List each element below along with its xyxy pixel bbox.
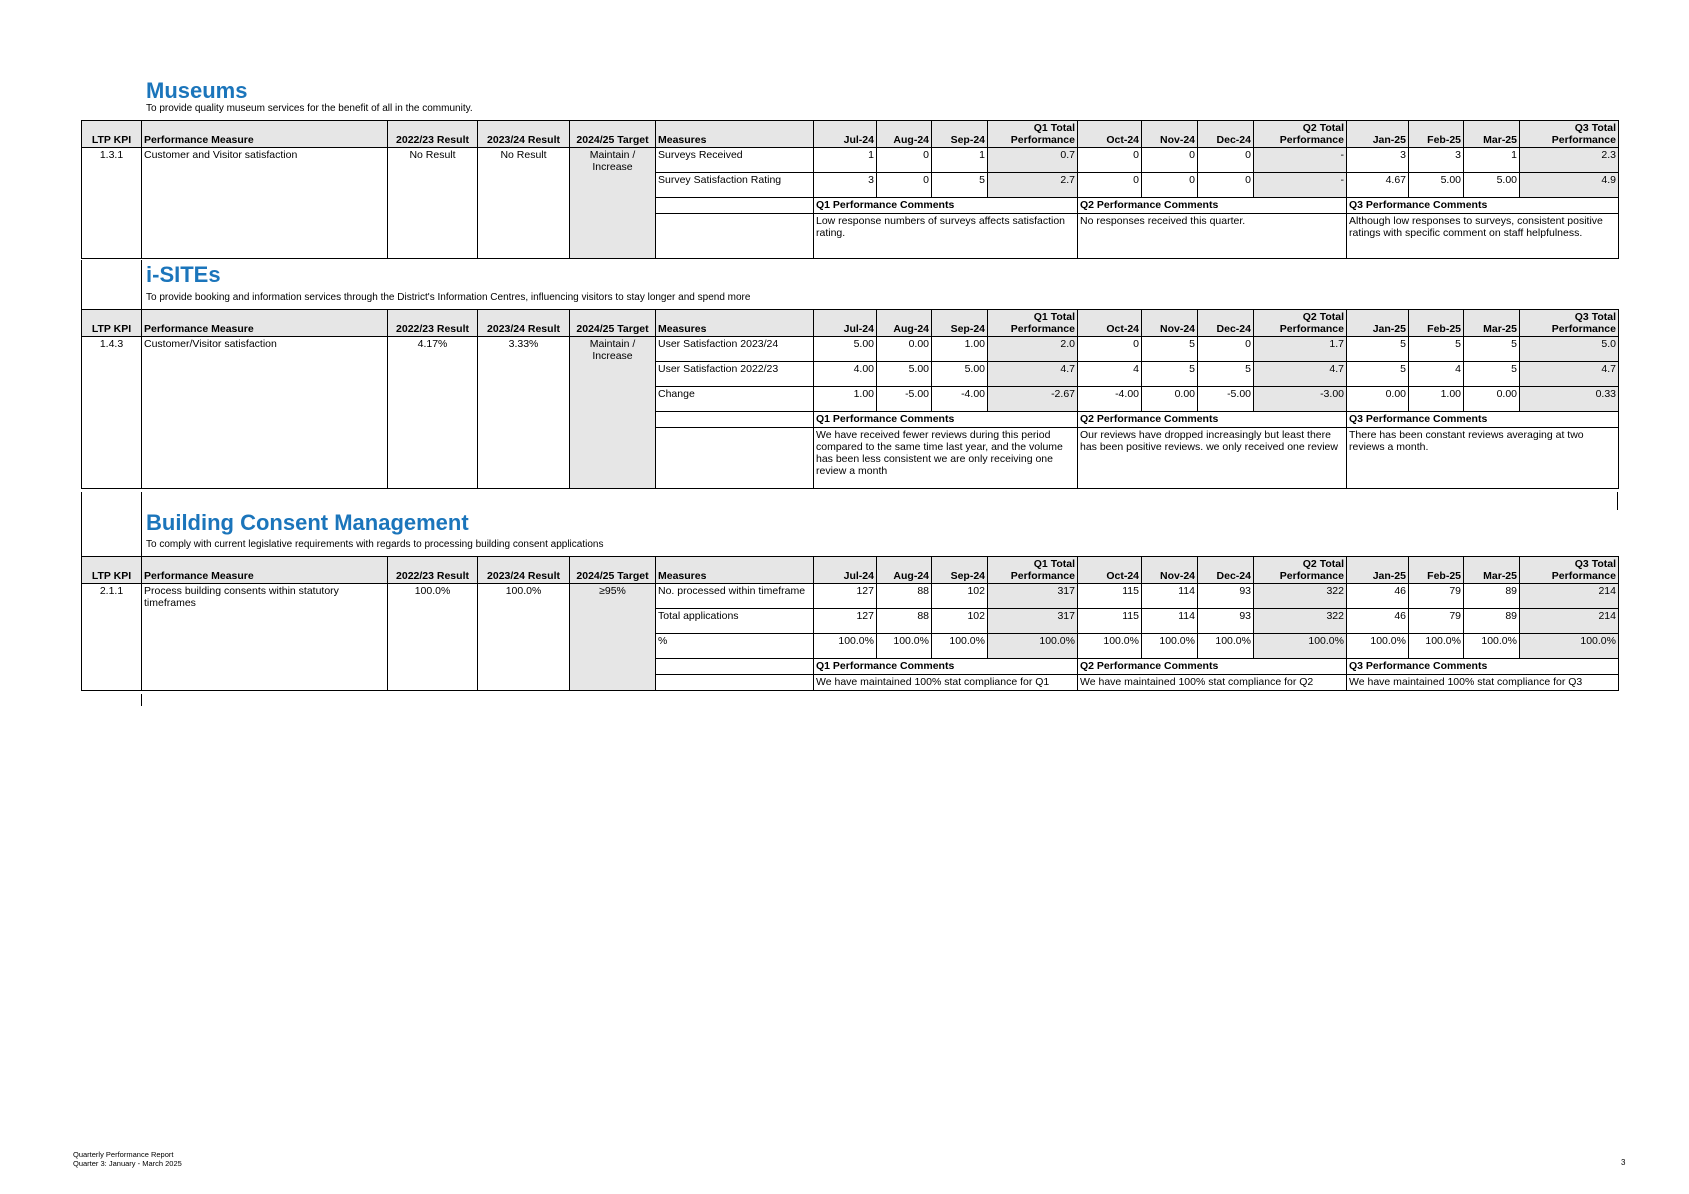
month-value-cell: 4.67 xyxy=(1347,173,1409,198)
header-month: Jul-24 xyxy=(814,557,877,584)
month-value-cell: 100.0% xyxy=(1464,634,1520,659)
header-month: Jul-24 xyxy=(814,121,877,148)
q1-comments-header: Q1 Performance Comments xyxy=(814,412,1078,428)
result-2223-cell: 100.0% xyxy=(388,584,478,691)
measure-label: Change xyxy=(656,387,814,412)
q3-comment-text: We have maintained 100% stat compliance for Q3 xyxy=(1347,675,1619,691)
header-result-2223: 2022/23 Result xyxy=(388,121,478,148)
month-value-cell: 79 xyxy=(1409,584,1464,609)
month-value-cell: -4.00 xyxy=(932,387,988,412)
month-value-cell: 1.00 xyxy=(932,337,988,362)
month-value-cell: 100.0% xyxy=(932,634,988,659)
month-value-cell: 5.00 xyxy=(814,337,877,362)
month-value-cell: 0 xyxy=(1078,148,1142,173)
month-value-cell: 4.00 xyxy=(814,362,877,387)
quarter-total-cell: 4.7 xyxy=(988,362,1078,387)
q3-comments-header: Q3 Performance Comments xyxy=(1347,198,1619,214)
header-q2-total: Q2 Total Performance xyxy=(1254,121,1347,148)
footer-report-title: Quarterly Performance Report xyxy=(73,1150,174,1159)
month-value-cell: 0 xyxy=(877,148,932,173)
q1-comment-text: Low response numbers of surveys affects satisfaction rating. xyxy=(814,214,1078,259)
month-value-cell: 0 xyxy=(1198,337,1254,362)
ltp-kpi-cell: 1.3.1 xyxy=(82,148,142,259)
header-month: Feb-25 xyxy=(1409,310,1464,337)
header-q1-total: Q1 Total Performance xyxy=(988,121,1078,148)
header-month: Jan-25 xyxy=(1347,310,1409,337)
header-result-2324: 2023/24 Result xyxy=(478,310,570,337)
kpi-table xyxy=(81,120,1619,259)
quarter-total-cell: 317 xyxy=(988,584,1078,609)
performance-measure-cell: Customer/Visitor satisfaction xyxy=(142,337,388,489)
month-value-cell: 1 xyxy=(814,148,877,173)
q2-comment-text: We have maintained 100% stat compliance for Q2 xyxy=(1078,675,1347,691)
q3-comments-header: Q3 Performance Comments xyxy=(1347,412,1619,428)
header-month: Mar-25 xyxy=(1464,310,1520,337)
header-month: Oct-24 xyxy=(1078,557,1142,584)
quarter-total-cell: 317 xyxy=(988,609,1078,634)
month-value-cell: 4 xyxy=(1409,362,1464,387)
header-result-2324: 2023/24 Result xyxy=(478,557,570,584)
separator-line xyxy=(141,492,142,557)
performance-measure-cell: Process building consents within statutory timeframes xyxy=(142,584,388,691)
header-q3-total: Q3 Total Performance xyxy=(1520,121,1619,148)
kpi-table xyxy=(81,556,1619,691)
month-value-cell: 79 xyxy=(1409,609,1464,634)
section-subtitle: To provide booking and information services through the District's Information Centres, influencing visitors to stay longer and spend more xyxy=(146,292,751,303)
header-result-2223: 2022/23 Result xyxy=(388,557,478,584)
month-value-cell: -5.00 xyxy=(1198,387,1254,412)
month-value-cell: 127 xyxy=(814,584,877,609)
month-value-cell: 5 xyxy=(1142,362,1198,387)
blank-cell xyxy=(656,428,814,489)
quarter-total-cell: 2.7 xyxy=(988,173,1078,198)
q2-comments-header: Q2 Performance Comments xyxy=(1078,412,1347,428)
header-performance-measure: Performance Measure xyxy=(142,557,388,584)
header-month: Aug-24 xyxy=(877,310,932,337)
month-value-cell: 102 xyxy=(932,584,988,609)
month-value-cell: 5.00 xyxy=(877,362,932,387)
month-value-cell: -4.00 xyxy=(1078,387,1142,412)
month-value-cell: 93 xyxy=(1198,584,1254,609)
table-row xyxy=(82,337,1619,362)
month-value-cell: 115 xyxy=(1078,584,1142,609)
month-value-cell: 5 xyxy=(1347,337,1409,362)
header-ltp-kpi: LTP KPI xyxy=(82,121,142,148)
quarter-total-cell: 0.7 xyxy=(988,148,1078,173)
separator-line xyxy=(81,492,82,557)
section-title: Museums xyxy=(146,78,248,103)
month-value-cell: 0 xyxy=(877,173,932,198)
month-value-cell: 3 xyxy=(1347,148,1409,173)
header-month: Mar-25 xyxy=(1464,557,1520,584)
separator-line xyxy=(141,694,142,706)
month-value-cell: 0 xyxy=(1198,148,1254,173)
month-value-cell: 100.0% xyxy=(1347,634,1409,659)
result-2223-cell: No Result xyxy=(388,148,478,259)
header-ltp-kpi: LTP KPI xyxy=(82,310,142,337)
header-month: Oct-24 xyxy=(1078,310,1142,337)
month-value-cell: 4 xyxy=(1078,362,1142,387)
quarter-total-cell: 100.0% xyxy=(988,634,1078,659)
measure-label: Total applications xyxy=(656,609,814,634)
month-value-cell: 0 xyxy=(1142,173,1198,198)
month-value-cell: 0 xyxy=(1078,173,1142,198)
header-month: Sep-24 xyxy=(932,557,988,584)
measure-label: No. processed within timeframe xyxy=(656,584,814,609)
header-row xyxy=(82,310,1619,337)
header-target-2425: 2024/25 Target xyxy=(570,121,656,148)
blank-cell xyxy=(656,412,814,428)
header-target-2425: 2024/25 Target xyxy=(570,310,656,337)
measure-label: Surveys Received xyxy=(656,148,814,173)
month-value-cell: 46 xyxy=(1347,609,1409,634)
measure-label: Survey Satisfaction Rating xyxy=(656,173,814,198)
header-ltp-kpi: LTP KPI xyxy=(82,557,142,584)
month-value-cell: 0.00 xyxy=(877,337,932,362)
month-value-cell: 5.00 xyxy=(932,362,988,387)
quarter-total-cell: - xyxy=(1254,148,1347,173)
section-title: Building Consent Management xyxy=(146,510,469,535)
header-month: Dec-24 xyxy=(1198,121,1254,148)
quarter-total-cell: 4.7 xyxy=(1520,362,1619,387)
header-performance-measure: Performance Measure xyxy=(142,310,388,337)
quarter-total-cell: 5.0 xyxy=(1520,337,1619,362)
target-cell: Maintain / Increase xyxy=(570,148,656,259)
header-q3-total: Q3 Total Performance xyxy=(1520,310,1619,337)
month-value-cell: 0.00 xyxy=(1464,387,1520,412)
header-measures: Measures xyxy=(656,310,814,337)
q1-comment-text: We have received fewer reviews during this period compared to the same time last year, and the volume has been less consistent we are only receiving one review a month xyxy=(814,428,1078,489)
table-row xyxy=(82,148,1619,173)
month-value-cell: 88 xyxy=(877,609,932,634)
month-value-cell: 127 xyxy=(814,609,877,634)
quarter-total-cell: 322 xyxy=(1254,609,1347,634)
header-q2-total: Q2 Total Performance xyxy=(1254,557,1347,584)
q1-comments-header: Q1 Performance Comments xyxy=(814,659,1078,675)
quarter-total-cell: 2.3 xyxy=(1520,148,1619,173)
quarter-total-cell: 100.0% xyxy=(1520,634,1619,659)
q2-comment-text: No responses received this quarter. xyxy=(1078,214,1347,259)
separator-line xyxy=(141,260,142,310)
section-subtitle: To provide quality museum services for the benefit of all in the community. xyxy=(146,103,473,114)
performance-measure-cell: Customer and Visitor satisfaction xyxy=(142,148,388,259)
separator-line xyxy=(81,260,82,310)
blank-cell xyxy=(656,198,814,214)
measure-label: User Satisfaction 2022/23 xyxy=(656,362,814,387)
result-2223-cell: 4.17% xyxy=(388,337,478,489)
month-value-cell: 0.00 xyxy=(1347,387,1409,412)
header-month: Nov-24 xyxy=(1142,310,1198,337)
quarter-total-cell: 214 xyxy=(1520,584,1619,609)
month-value-cell: 100.0% xyxy=(1142,634,1198,659)
ltp-kpi-cell: 1.4.3 xyxy=(82,337,142,489)
q1-comment-text: We have maintained 100% stat compliance for Q1 xyxy=(814,675,1078,691)
month-value-cell: 0.00 xyxy=(1142,387,1198,412)
header-measures: Measures xyxy=(656,121,814,148)
month-value-cell: 89 xyxy=(1464,609,1520,634)
blank-cell xyxy=(656,659,814,675)
blank-cell xyxy=(656,214,814,259)
month-value-cell: 0 xyxy=(1198,173,1254,198)
month-value-cell: 5 xyxy=(1198,362,1254,387)
header-month: Aug-24 xyxy=(877,121,932,148)
month-value-cell: 1.00 xyxy=(814,387,877,412)
month-value-cell: 93 xyxy=(1198,609,1254,634)
quarter-total-cell: 0.33 xyxy=(1520,387,1619,412)
header-q1-total: Q1 Total Performance xyxy=(988,310,1078,337)
header-month: Dec-24 xyxy=(1198,310,1254,337)
month-value-cell: 100.0% xyxy=(814,634,877,659)
month-value-cell: 5 xyxy=(1464,362,1520,387)
header-row xyxy=(82,557,1619,584)
quarter-total-cell: 1.7 xyxy=(1254,337,1347,362)
month-value-cell: 1 xyxy=(1464,148,1520,173)
section-title: i-SITEs xyxy=(146,262,221,287)
header-month: Jan-25 xyxy=(1347,121,1409,148)
quarter-total-cell: - xyxy=(1254,173,1347,198)
header-performance-measure: Performance Measure xyxy=(142,121,388,148)
month-value-cell: 100.0% xyxy=(877,634,932,659)
page-number: 3 xyxy=(1621,1158,1626,1167)
month-value-cell: 89 xyxy=(1464,584,1520,609)
header-month: Mar-25 xyxy=(1464,121,1520,148)
month-value-cell: 100.0% xyxy=(1078,634,1142,659)
footer xyxy=(73,1150,182,1168)
month-value-cell: 5.00 xyxy=(1464,173,1520,198)
month-value-cell: 0 xyxy=(1078,337,1142,362)
header-month: Jul-24 xyxy=(814,310,877,337)
header-month: Feb-25 xyxy=(1409,557,1464,584)
header-row xyxy=(82,121,1619,148)
quarter-total-cell: 100.0% xyxy=(1254,634,1347,659)
header-q3-total: Q3 Total Performance xyxy=(1520,557,1619,584)
measure-label: User Satisfaction 2023/24 xyxy=(656,337,814,362)
header-result-2324: 2023/24 Result xyxy=(478,121,570,148)
result-2324-cell: No Result xyxy=(478,148,570,259)
header-result-2223: 2022/23 Result xyxy=(388,310,478,337)
month-value-cell: 100.0% xyxy=(1409,634,1464,659)
header-month: Sep-24 xyxy=(932,121,988,148)
month-value-cell: 5.00 xyxy=(1409,173,1464,198)
month-value-cell: 3 xyxy=(1409,148,1464,173)
quarter-total-cell: 4.9 xyxy=(1520,173,1619,198)
quarter-total-cell: 4.7 xyxy=(1254,362,1347,387)
ltp-kpi-cell: 2.1.1 xyxy=(82,584,142,691)
blank-cell xyxy=(656,675,814,691)
month-value-cell: 5 xyxy=(1409,337,1464,362)
month-value-cell: 0 xyxy=(1142,148,1198,173)
header-month: Sep-24 xyxy=(932,310,988,337)
header-q1-total: Q1 Total Performance xyxy=(988,557,1078,584)
q3-comment-text: There has been constant reviews averaging at two reviews a month. xyxy=(1347,428,1619,489)
month-value-cell: 114 xyxy=(1142,584,1198,609)
month-value-cell: 3 xyxy=(814,173,877,198)
measure-label: % xyxy=(656,634,814,659)
month-value-cell: 100.0% xyxy=(1198,634,1254,659)
q2-comment-text: Our reviews have dropped increasingly but least there has been positive reviews. we only received one review xyxy=(1078,428,1347,489)
quarter-total-cell: -3.00 xyxy=(1254,387,1347,412)
month-value-cell: 1.00 xyxy=(1409,387,1464,412)
q2-comments-header: Q2 Performance Comments xyxy=(1078,659,1347,675)
month-value-cell: 115 xyxy=(1078,609,1142,634)
header-month: Dec-24 xyxy=(1198,557,1254,584)
month-value-cell: -5.00 xyxy=(877,387,932,412)
q1-comments-header: Q1 Performance Comments xyxy=(814,198,1078,214)
q3-comment-text: Although low responses to surveys, consistent positive ratings with specific comment on staff helpfulness. xyxy=(1347,214,1619,259)
footer-quarter: Quarter 3: January - March 2025 xyxy=(73,1159,182,1168)
quarter-total-cell: 322 xyxy=(1254,584,1347,609)
quarter-total-cell: 214 xyxy=(1520,609,1619,634)
separator-line xyxy=(1617,492,1618,510)
quarter-total-cell: 2.0 xyxy=(988,337,1078,362)
result-2324-cell: 3.33% xyxy=(478,337,570,489)
month-value-cell: 114 xyxy=(1142,609,1198,634)
header-month: Feb-25 xyxy=(1409,121,1464,148)
month-value-cell: 1 xyxy=(932,148,988,173)
target-cell: Maintain / Increase xyxy=(570,337,656,489)
month-value-cell: 5 xyxy=(932,173,988,198)
table-row xyxy=(82,584,1619,609)
header-month: Nov-24 xyxy=(1142,557,1198,584)
month-value-cell: 102 xyxy=(932,609,988,634)
month-value-cell: 46 xyxy=(1347,584,1409,609)
section-subtitle: To comply with current legislative requirements with regards to processing building consent applications xyxy=(146,539,604,550)
month-value-cell: 5 xyxy=(1464,337,1520,362)
header-month: Oct-24 xyxy=(1078,121,1142,148)
q3-comments-header: Q3 Performance Comments xyxy=(1347,659,1619,675)
result-2324-cell: 100.0% xyxy=(478,584,570,691)
header-month: Nov-24 xyxy=(1142,121,1198,148)
month-value-cell: 88 xyxy=(877,584,932,609)
month-value-cell: 5 xyxy=(1347,362,1409,387)
kpi-table xyxy=(81,309,1619,489)
header-month: Aug-24 xyxy=(877,557,932,584)
quarter-total-cell: -2.67 xyxy=(988,387,1078,412)
header-month: Jan-25 xyxy=(1347,557,1409,584)
q2-comments-header: Q2 Performance Comments xyxy=(1078,198,1347,214)
header-q2-total: Q2 Total Performance xyxy=(1254,310,1347,337)
target-cell: ≥95% xyxy=(570,584,656,691)
month-value-cell: 5 xyxy=(1142,337,1198,362)
header-measures: Measures xyxy=(656,557,814,584)
header-target-2425: 2024/25 Target xyxy=(570,557,656,584)
